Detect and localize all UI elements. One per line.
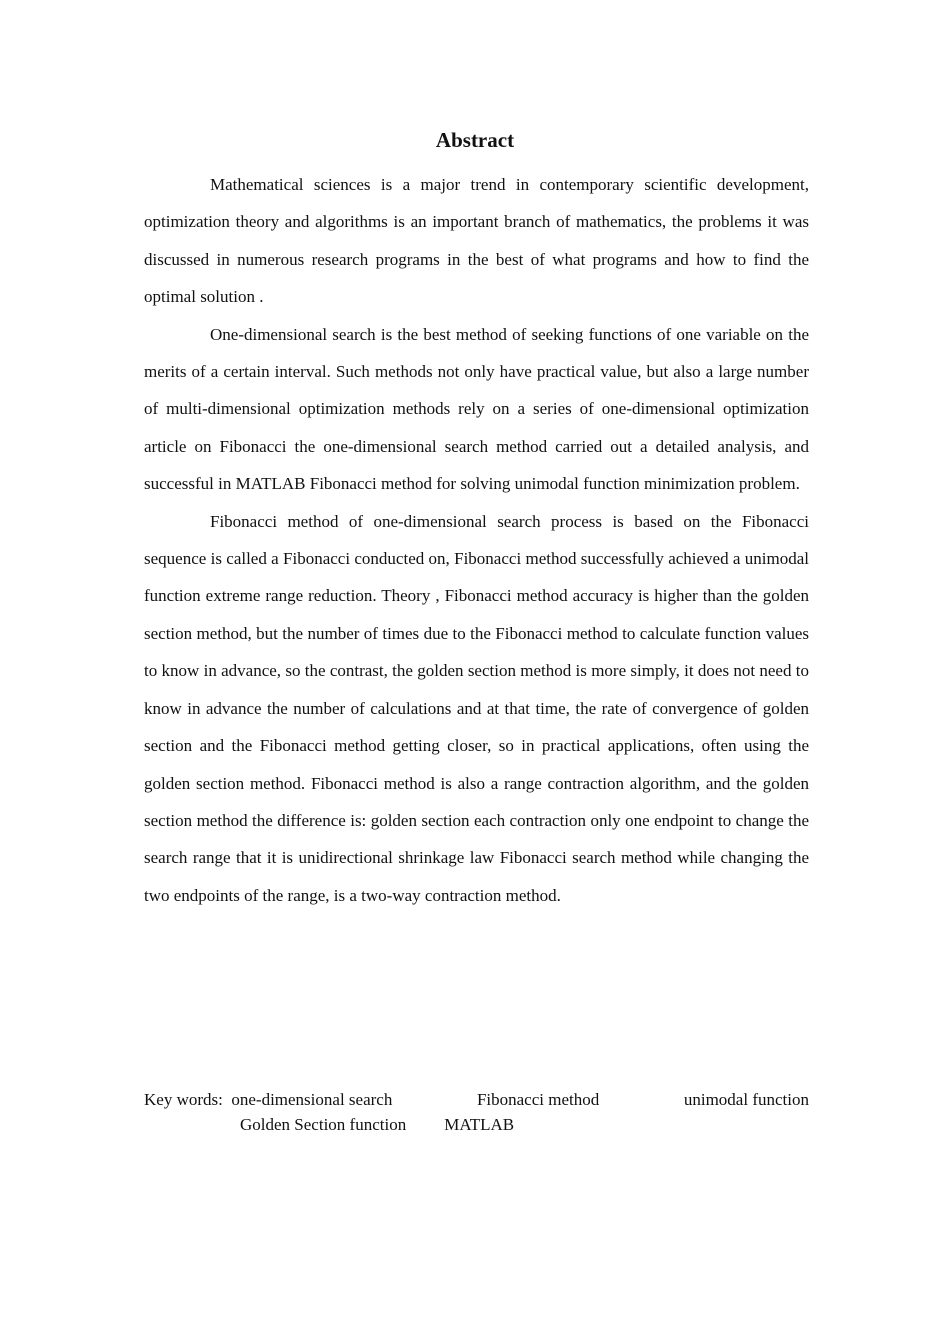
abstract-title: Abstract — [435, 128, 515, 152]
keyword-item: MATLAB — [444, 1115, 515, 1134]
abstract-paragraph: One-dimensional search is the best method of seeking functions of one variable on the merits of a certain interval. Such methods not only have practical value, but also a large number of multi-dimensional optimization methods rely on a series of one-dimensional optimization article on Fibonacci the one-dimensional search method carried out a detailed analysis, and successful in MATLAB Fibonacci method for solving unimodal function minimization problem. — [144, 324, 809, 494]
abstract-body — [144, 166, 809, 914]
keyword-item: Golden Section function — [240, 1115, 407, 1134]
keywords-label: Key words: — [144, 1090, 223, 1109]
abstract-paragraph: Fibonacci method of one-dimensional search process is based on the Fibonacci sequence is called a Fibonacci conducted on, Fibonacci method successfully achieved a unimodal function extreme range reduction. Theory , Fibonacci method accuracy is higher than the golden section method, but the number of times due to the Fibonacci method to calculate function values to know in advance, so the contrast, the golden section method is more simply, it does not need to know in advance the number of calculations and at that time, the rate of convergence of golden section and the Fibonacci method getting closer, so in practical applications, often using the golden section method. Fibonacci method is also a range contraction algorithm, and the golden section method the difference is: golden section each contraction only one endpoint to change the search range that it is unidirectional shrinkage law Fibonacci search method while changing the two endpoints of the range, is a two-way contraction method. — [144, 511, 809, 905]
keywords-row — [144, 1112, 809, 1137]
keyword-item: unimodal function — [683, 1090, 809, 1109]
keyword-item: one-dimensional search — [231, 1090, 393, 1109]
keywords-row — [144, 1087, 809, 1112]
abstract-paragraph: Mathematical sciences is a major trend in contemporary scientific development, optimization theory and algorithms is an important branch of mathematics, the problems it was discussed in numerous research programs in the best of what programs and how to find the optimal solution . — [144, 175, 809, 307]
keywords-block — [144, 1087, 809, 1137]
keyword-item: Fibonacci method — [476, 1090, 600, 1109]
keywords-lead — [144, 1087, 392, 1112]
